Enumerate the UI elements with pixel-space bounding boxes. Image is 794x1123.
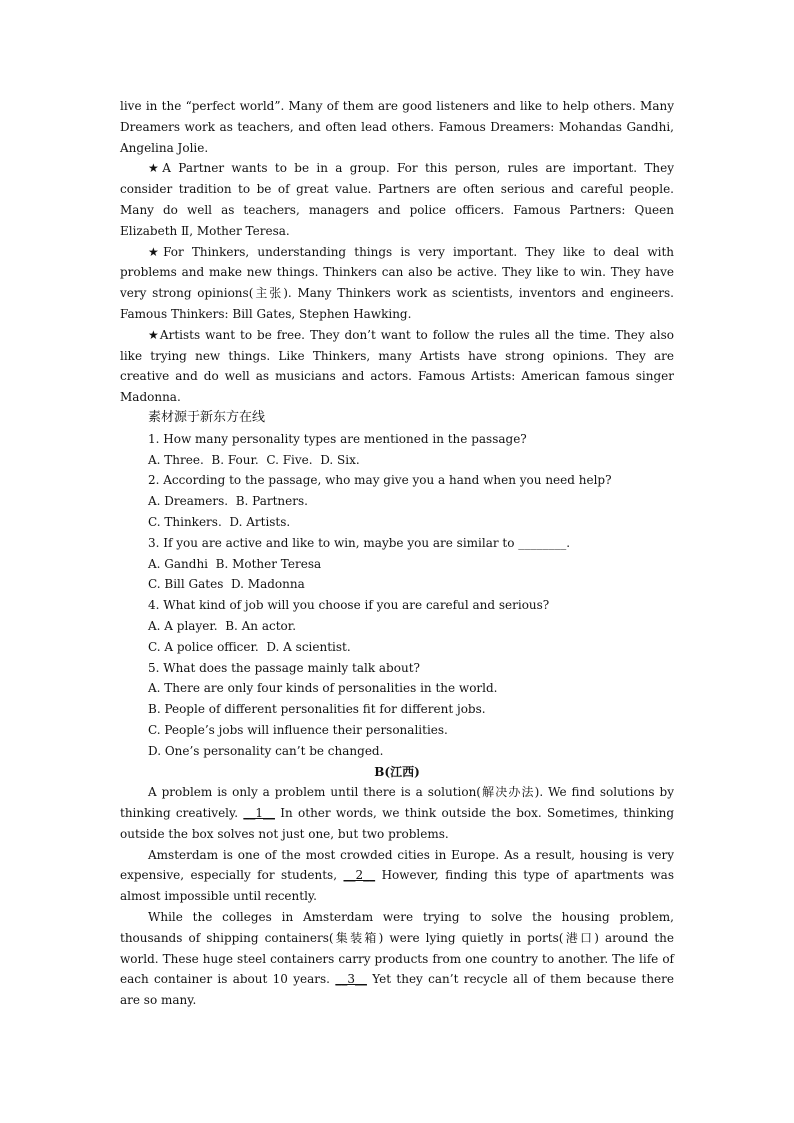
- options-3b: C. Bill Gates D. Madonna: [148, 577, 305, 592]
- text: In other words, we think outside the box. Sometimes, thinking outside the box solves not just one, but two problems.: [120, 806, 675, 841]
- question-list: [120, 429, 674, 762]
- question-1: 1. How many personality types are mentioned in the passage?: [148, 431, 527, 446]
- options-4a: A. A player. B. An actor.: [148, 618, 297, 633]
- text: A problem is only a problem until there is a solution(解决办法). We find solutions by thinking creatively.: [120, 785, 674, 821]
- question-2: 2. According to the passage, who may give you a hand when you need help?: [148, 473, 612, 488]
- options-1: A. Three. B. Four. C. Five. D. Six.: [148, 452, 360, 467]
- question-4: 4. What kind of job will you choose if you are careful and serious?: [148, 598, 550, 613]
- option-5d: D. One’s personality can’t be changed.: [148, 743, 384, 758]
- source-note: 素材源于新东方在线: [148, 409, 266, 425]
- option-5a: A. There are only four kinds of personalities in the world.: [148, 681, 498, 696]
- document-page: [120, 96, 674, 1011]
- blank-3: __3__: [335, 972, 367, 987]
- text: Amsterdam is one of the most crowded cities in Europe. As a result, housing is very expensive, especially for students,: [120, 847, 674, 883]
- options-2b: C. Thinkers. D. Artists.: [148, 514, 291, 529]
- blank-1: __1__: [243, 806, 275, 821]
- text: However, finding this type of apartments was almost impossible until recently.: [120, 868, 674, 904]
- paragraph-partner: ★A Partner wants to be in a group. For this person, rules are important. They consider tradition to be of great value. Partners are often serious and careful people. Many do well as teachers, managers and police officers. Famous Partners: Queen Elizabeth Ⅱ, Mother Teresa.: [120, 161, 674, 238]
- options-4b: C. A police officer. D. A scientist.: [148, 639, 351, 654]
- question-5: 5. What does the passage mainly talk about?: [148, 660, 420, 675]
- paragraph-b-1: [120, 782, 674, 844]
- text: Yet they can’t recycle all of them because there are so many.: [120, 972, 674, 1008]
- blank-2: __2__: [343, 868, 376, 883]
- paragraph-artists: ★Artists want to be free. They don’t want to follow the rules all the time. They also like trying new things. Like Thinkers, many Artists have strong opinions. They are creative and do well as musicians and actors. Famous Artists: American famous singer Madonna.: [120, 327, 674, 405]
- text: While the colleges in Amsterdam were trying to solve the housing problem, thousands of shipping containers(集装箱) were lying quietly in ports(港口) around the world. These huge steel containers carry products from one country to another. The life of each container is about 10 years.: [120, 910, 674, 987]
- paragraph-thinkers: ★For Thinkers, understanding things is very important. They like to deal with problems and make new things. Thinkers can also be active. They like to win. They have very strong opinions(主张). Many Thinkers work as scientists, inventors and engineers. Famous Thinkers: Bill Gates, Stephen Hawking.: [120, 244, 674, 321]
- options-2a: A. Dreamers. B. Partners.: [148, 494, 308, 509]
- section-b-title: B(江西): [374, 764, 420, 779]
- question-3: 3. If you are active and like to win, maybe you are similar to ________.: [148, 535, 571, 550]
- paragraph-dreamers-end: live in the “perfect world”. Many of them are good listeners and like to help others. Many Dreamers work as teachers, and often lead others. Famous Dreamers: Mohandas Gandhi, Angelina Jolie.: [120, 99, 674, 155]
- option-5b: B. People of different personalities fit for different jobs.: [148, 702, 486, 717]
- options-3a: A. Gandhi B. Mother Teresa: [148, 556, 322, 571]
- option-5c: C. People’s jobs will influence their personalities.: [148, 722, 448, 737]
- paragraph-b-2: [120, 845, 674, 907]
- paragraph-b-3: [120, 907, 674, 1011]
